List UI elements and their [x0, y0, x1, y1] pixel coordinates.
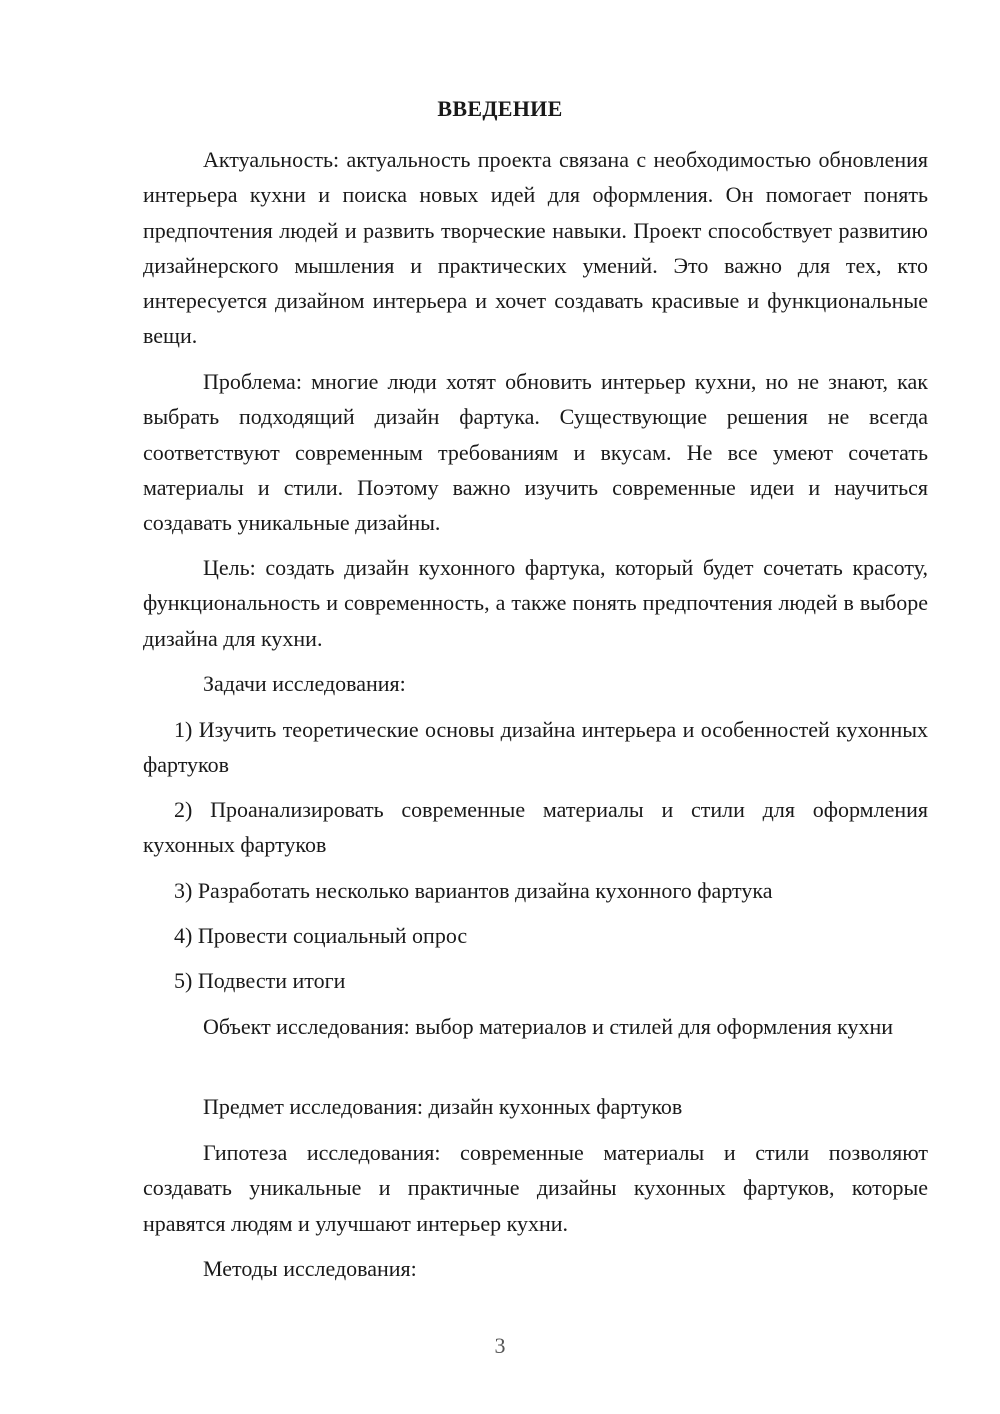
goal-paragraph: Цель: создать дизайн кухонного фартука, который будет сочетать красоту, функциональность и современность, а также понять предпочтения людей в выборе дизайна для кухни. [143, 555, 928, 651]
page-number: 3 [494, 1333, 506, 1358]
methods-heading: Методы исследования: [203, 1256, 417, 1281]
task-item-4: 4) Провести социальный опрос [174, 923, 468, 948]
relevance-paragraph: Актуальность: актуальность проекта связана с необходимостью обновления интерьера кухни и поиска новых идей для оформления. Он помогает понять предпочтения людей и развить творческие навыки. Проект способствует развитию дизайнерского мышления и практических умений. Это важно для тех, кто интересуется дизайном интерьера и хочет создавать красивые и функциональные вещи. [143, 147, 928, 349]
task-item-1: 1) Изучить теоретические основы дизайна интерьера и особенностей кухонных фартуков [143, 717, 928, 778]
hypothesis-paragraph: Гипотеза исследования: современные материалы и стили позволяют создавать уникальные и практичные дизайны кухонных фартуков, которые нравятся людям и улучшают интерьер кухни. [143, 1140, 928, 1236]
object-paragraph: Объект исследования: выбор материалов и стилей для оформления кухни [203, 1014, 893, 1039]
task-item-2: 2) Проанализировать современные материалы и стили для оформления кухонных фартуков [143, 797, 928, 858]
subject-paragraph: Предмет исследования: дизайн кухонных фартуков [203, 1094, 683, 1119]
problem-paragraph: Проблема: многие люди хотят обновить интерьер кухни, но не знают, как выбрать подходящий дизайн фартука. Существующие решения не всегда соответствуют современным требованиям и вкусам. Не все умеют сочетать материалы и стили. Поэтому важно изучить современные идеи и научиться создавать уникальные дизайны. [143, 369, 928, 536]
task-item-3: 3) Разработать несколько вариантов дизайна кухонного фартука [174, 878, 773, 903]
page-title: ВВЕДЕНИЕ [437, 96, 563, 121]
tasks-heading: Задачи исследования: [203, 671, 406, 696]
task-item-5: 5) Подвести итоги [174, 968, 346, 993]
